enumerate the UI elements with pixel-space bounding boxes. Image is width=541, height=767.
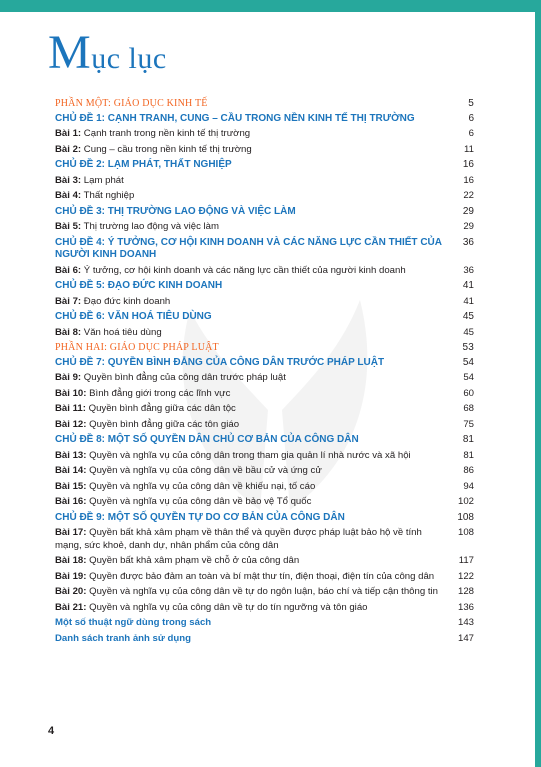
toc-entry-title: CHỦ ĐỀ 1: CẠNH TRANH, CUNG – CẦU TRONG NỀN KINH TẾ THỊ TRƯỜNG	[55, 112, 415, 124]
toc-entry-lesson	[55, 190, 474, 203]
toc-entry-lesson	[55, 372, 474, 385]
lesson-number: Bài 3:	[55, 174, 82, 186]
lesson-number: Bài 5:	[55, 221, 82, 232]
table-of-contents	[55, 98, 474, 648]
toc-entry-title: Quyền bất khả xâm phạm về thân thể và quyền được pháp luật bảo hộ về tính mạng, sức khoẻ, danh dự, nhân phẩm của công dân	[55, 527, 422, 551]
toc-page-number: 108	[457, 527, 474, 538]
toc-page-number: 45	[462, 311, 474, 322]
toc-entry-topic	[55, 311, 474, 324]
toc-entry-lesson	[55, 388, 474, 401]
toc-page-number: 122	[457, 570, 474, 582]
toc-entry-title: Đạo đức kinh doanh	[81, 295, 171, 307]
toc-entry-lesson	[55, 296, 474, 309]
top-border-band	[0, 0, 541, 12]
toc-page-number: 22	[463, 190, 474, 201]
lesson-number: Bài 15:	[55, 480, 87, 492]
toc-entry-title: CHỦ ĐỀ 7: QUYỀN BÌNH ĐẲNG CỦA CÔNG DÂN TRƯỚC PHÁP LUẬT	[55, 356, 385, 368]
toc-entry-title: Văn hoá tiêu dùng	[81, 326, 162, 338]
toc-page-number: 81	[463, 449, 474, 461]
toc-page-number: 41	[463, 295, 474, 307]
toc-entry-title: Quyền và nghĩa vụ của công dân về tự do tín ngưỡng và tôn giáo	[86, 601, 368, 613]
toc-entry-title: CHỦ ĐỀ 5: ĐẠO ĐỨC KINH DOANH	[55, 280, 223, 291]
toc-page-number: 81	[462, 434, 474, 445]
toc-entry-title: CHỦ ĐỀ 9: MỘT SỐ QUYỀN TỰ DO CƠ BẢN CỦA CÔNG DÂN	[55, 511, 345, 523]
toc-page-number: 136	[457, 601, 474, 613]
toc-entry-title: Thị trường lao động và việc làm	[81, 221, 219, 232]
toc-page-number: 45	[463, 326, 474, 338]
lesson-number: Bài 17:	[55, 527, 87, 538]
toc-entry-title: Quyền và nghĩa vụ của công dân về tự do ngôn luận, báo chí và tiếp cận thông tin	[86, 586, 438, 597]
toc-entry-topic	[55, 434, 474, 447]
toc-entry-topic	[55, 206, 474, 219]
toc-entry-lesson	[55, 481, 474, 494]
toc-page-number: 16	[462, 159, 474, 170]
toc-entry-lesson	[55, 144, 474, 157]
toc-entry-lesson	[55, 450, 474, 463]
toc-page-number: 68	[463, 403, 474, 414]
toc-entry-title: Một số thuật ngữ dùng trong sách	[55, 617, 212, 628]
toc-entry-lesson	[55, 221, 474, 234]
right-border-band	[535, 0, 541, 767]
toc-entry-title: Quyền và nghĩa vụ của công dân về khiếu nại, tố cáo	[86, 480, 316, 492]
toc-page-number: 60	[463, 387, 474, 399]
toc-entry-lesson	[55, 496, 474, 509]
toc-entry-title: Quyền bình đẳng của công dân trước pháp luật	[81, 372, 286, 383]
lesson-number: Bài 8:	[55, 326, 82, 338]
toc-entry-topic	[55, 512, 474, 525]
lesson-number: Bài 21:	[55, 601, 87, 613]
toc-page-number: 29	[462, 205, 474, 217]
lesson-number: Bài 6:	[55, 264, 82, 276]
page-title-initial: M	[48, 26, 92, 79]
toc-entry-title: CHỦ ĐỀ 4: Ý TƯỞNG, CƠ HỘI KINH DOANH VÀ CÁC NĂNG LỰC CẦN THIẾT CỦA NGƯỜI KINH DOANH	[55, 236, 442, 260]
lesson-number: Bài 7:	[55, 295, 82, 307]
toc-entry-title: Quyền bất khả xâm phạm về chỗ ở của công dân	[86, 555, 300, 566]
toc-entry-title: CHỦ ĐỀ 8: MỘT SỐ QUYỀN DÂN CHỦ CƠ BẢN CỦA CÔNG DÂN	[55, 434, 359, 445]
toc-page-number: 6	[468, 128, 474, 139]
toc-entry-topic	[55, 237, 474, 262]
toc-entry-title: PHẦN HAI: GIÁO DỤC PHÁP LUẬT	[55, 342, 219, 353]
toc-page-number: 94	[463, 480, 474, 492]
toc-page-number: 108	[457, 511, 474, 523]
toc-entry-title: Lạm phát	[81, 174, 124, 186]
toc-entry-title: Quyền bình đẳng giữa các dân tộc	[85, 403, 236, 414]
toc-page-number: 147	[457, 632, 474, 644]
toc-page-number: 128	[457, 586, 474, 597]
toc-entry-lesson	[55, 265, 474, 278]
toc-page-number: 102	[457, 496, 474, 507]
toc-entry-topic	[55, 357, 474, 370]
lesson-number: Bài 20:	[55, 586, 87, 597]
toc-entry-lesson	[55, 571, 474, 584]
toc-page-number: 54	[463, 372, 474, 383]
toc-page-number: 11	[464, 143, 474, 155]
toc-entry-title: CHỦ ĐỀ 2: LẠM PHÁT, THẤT NGHIỆP	[55, 159, 232, 170]
toc-entry-part	[55, 98, 474, 111]
lesson-number: Bài 16:	[55, 496, 87, 507]
toc-page-number: 29	[463, 221, 474, 232]
toc-page-number: 86	[463, 465, 474, 476]
toc-entry-title: Quyền và nghĩa vụ của công dân về bầu cử và ứng cử	[86, 465, 322, 476]
page-title-rest: ục lục	[91, 42, 167, 75]
toc-entry-topic	[55, 159, 474, 172]
toc-entry-title: Cạnh tranh trong nền kinh tế thị trường	[81, 128, 251, 139]
toc-page-number: 5	[468, 98, 474, 109]
toc-entry-lesson	[55, 465, 474, 478]
toc-entry-title: Quyền được bảo đảm an toàn và bí mật thư tín, điện thoại, điện tín của công dân	[86, 570, 435, 582]
toc-entry-lesson	[55, 586, 474, 599]
toc-entry-topic	[55, 113, 474, 126]
toc-entry-lesson	[55, 602, 474, 615]
toc-entry-back	[55, 617, 474, 630]
toc-entry-lesson	[55, 403, 474, 416]
toc-entry-lesson	[55, 175, 474, 188]
toc-entry-back	[55, 633, 474, 646]
toc-entry-title: Quyền bình đẳng giữa các tôn giáo	[86, 418, 240, 430]
page-title	[48, 28, 167, 84]
lesson-number: Bài 14:	[55, 465, 87, 476]
toc-page-number: 75	[463, 418, 474, 430]
toc-page-number: 41	[462, 280, 474, 291]
lesson-number: Bài 13:	[55, 449, 87, 461]
lesson-number: Bài 11:	[55, 403, 86, 414]
lesson-number: Bài 19:	[55, 570, 87, 582]
lesson-number: Bài 12:	[55, 418, 87, 430]
toc-entry-lesson	[55, 419, 474, 432]
toc-page-number: 117	[458, 555, 474, 566]
toc-entry-title: Quyền và nghĩa vụ của công dân trong tham gia quản lí nhà nước và xã hội	[86, 449, 411, 461]
lesson-number: Bài 2:	[55, 143, 82, 155]
toc-entry-lesson	[55, 527, 474, 552]
toc-entry-title: Bình đẳng giới trong các lĩnh vực	[86, 387, 231, 399]
toc-entry-lesson	[55, 555, 474, 568]
toc-entry-title: Quyền và nghĩa vụ của công dân về bảo vệ Tổ quốc	[86, 496, 312, 507]
toc-entry-part	[55, 342, 474, 355]
toc-entry-title: Cung – cầu trong nền kinh tế thị trường	[81, 143, 252, 155]
page-number: 4	[48, 725, 55, 737]
lesson-number: Bài 18:	[55, 555, 87, 566]
toc-entry-title: CHỦ ĐỀ 3: THỊ TRƯỜNG LAO ĐỘNG VÀ VIỆC LÀM	[55, 205, 296, 217]
toc-page-number: 36	[463, 264, 474, 276]
lesson-number: Bài 9:	[55, 372, 82, 383]
toc-entry-title: Ý tưởng, cơ hội kinh doanh và các năng lực cần thiết của người kinh doanh	[81, 264, 406, 276]
toc-entry-title: PHẦN MỘT: GIÁO DỤC KINH TẾ	[55, 98, 208, 109]
toc-entry-topic	[55, 280, 474, 293]
toc-entry-title: CHỦ ĐỀ 6: VĂN HOÁ TIÊU DÙNG	[55, 311, 212, 322]
lesson-number: Bài 4:	[55, 190, 82, 201]
lesson-number: Bài 1:	[55, 128, 82, 139]
toc-entry-title: Thất nghiệp	[81, 190, 135, 201]
toc-entry-title: Danh sách tranh ảnh sử dụng	[55, 632, 191, 644]
toc-entry-lesson	[55, 327, 474, 340]
toc-page-number: 54	[462, 356, 474, 368]
lesson-number: Bài 10:	[55, 387, 87, 399]
toc-page-number: 143	[457, 617, 474, 628]
toc-entry-lesson	[55, 128, 474, 141]
toc-page-number: 6	[468, 112, 474, 124]
toc-page-number: 36	[462, 236, 474, 248]
toc-page-number: 16	[463, 174, 474, 186]
toc-page-number: 53	[462, 342, 474, 353]
